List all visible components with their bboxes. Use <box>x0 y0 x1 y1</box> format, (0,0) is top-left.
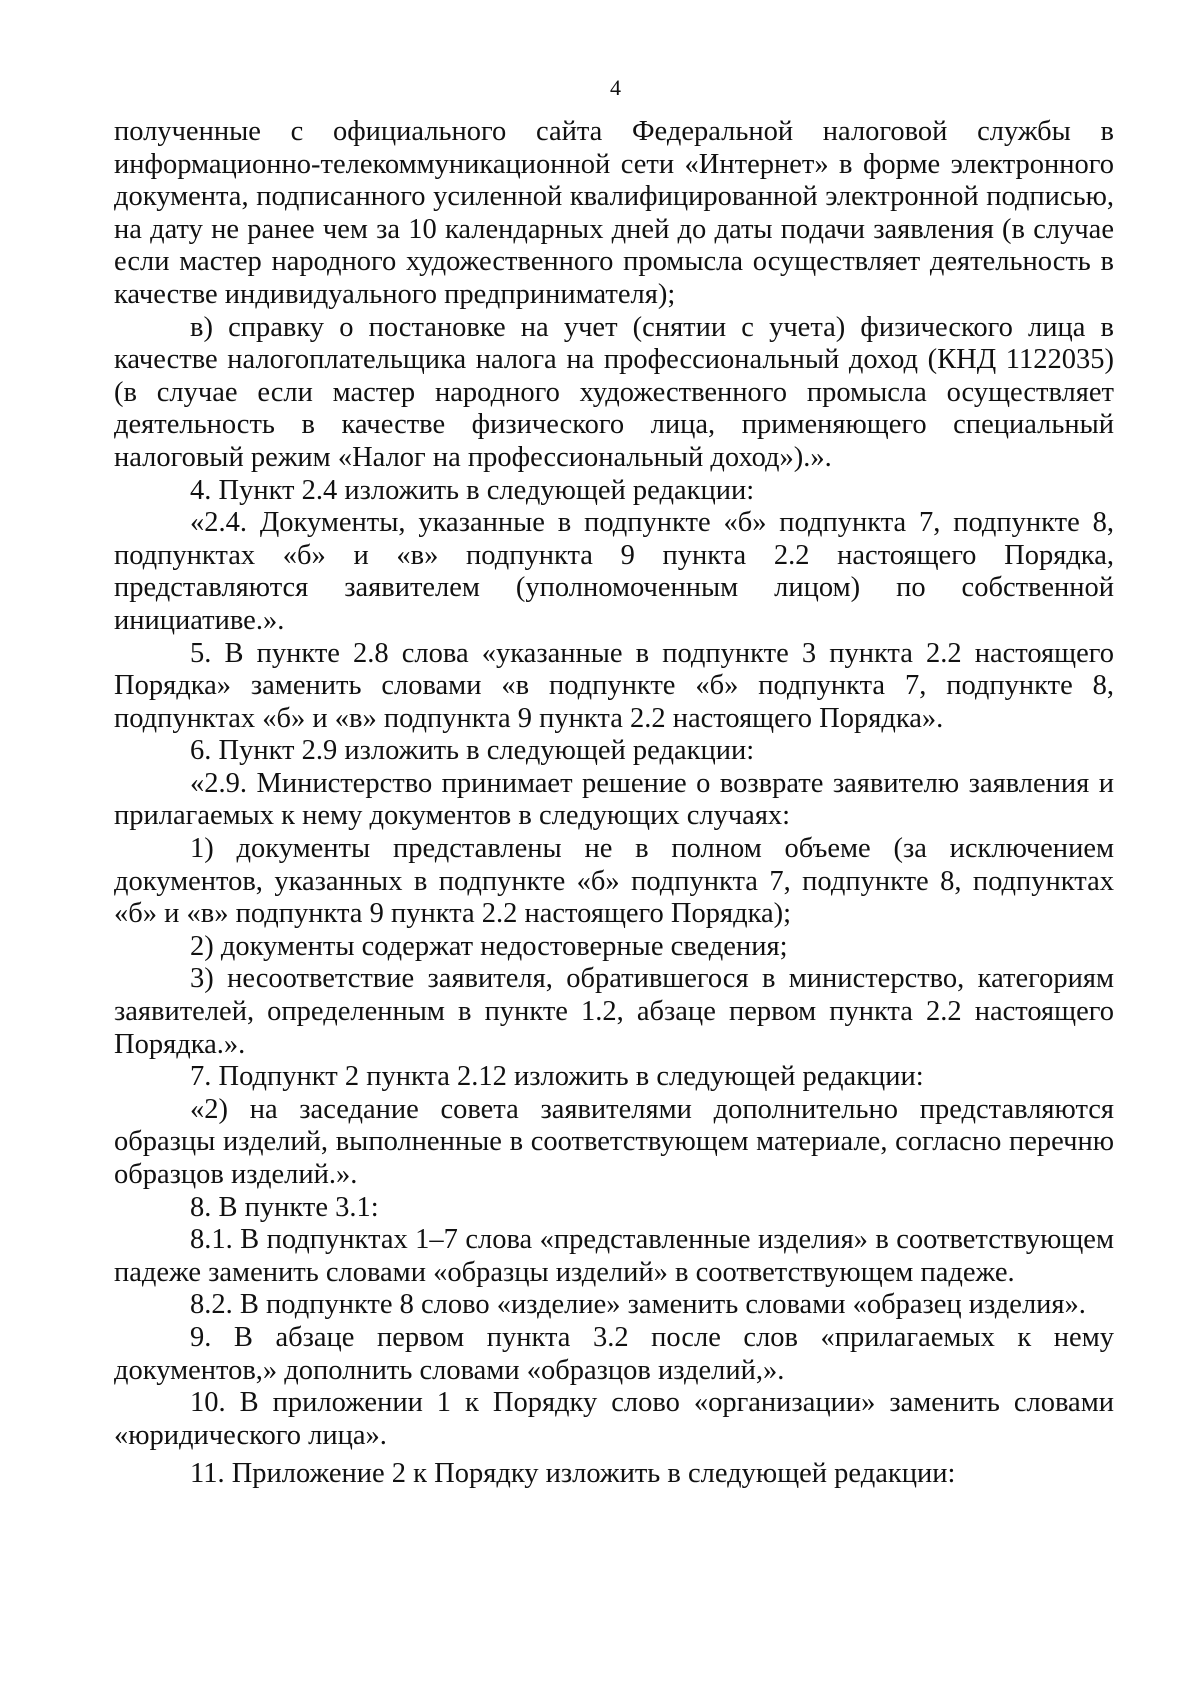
paragraph-2: в) справку о постановке на учет (снятии с учета) физического лица в качестве налогоплательщика налога на профессиональный доход (КНД 1122035) (в случае если мастер народного художественного промысла осуществляет деятельность в качестве физического лица, применяющего специальный налоговый режим «Налог на профессиональный доход»).». <box>114 311 1114 473</box>
paragraph-13: 8. В пункте 3.1: <box>190 1191 379 1223</box>
document-body <box>114 116 1114 1491</box>
paragraph-5: 5. В пункте 2.8 слова «указанные в подпункте 3 пункта 2.2 настоящего Порядка» заменить словами «в подпункте «б» подпункта 7, подпункте 8, подпунктах «б» и «в» подпункта 9 пункта 2.2 настоящего Порядка». <box>114 637 1114 734</box>
paragraph-18: 11. Приложение 2 к Порядку изложить в следующей редакции: <box>190 1458 956 1490</box>
paragraph-1: полученные с официального сайта Федеральной налоговой службы в информационно-телекоммуникационной сети «Интернет» в форме электронного документа, подписанного усиленной квалифицированной электронной подписью, на дату не ранее чем за 10 календарных дней до даты подачи заявления (в случае если мастер народного художественного промысла осуществляет деятельность в качестве индивидуального предпринимателя); <box>114 116 1114 310</box>
paragraph-6: 6. Пункт 2.9 изложить в следующей редакции: <box>190 735 755 767</box>
paragraph-11: 7. Подпункт 2 пункта 2.12 изложить в следующей редакции: <box>190 1061 924 1093</box>
paragraph-10: 3) несоответствие заявителя, обратившегося в министерство, категориям заявителей, определенным в пункте 1.2, абзаце первом пункта 2.2 настоящего Порядка.». <box>114 963 1114 1060</box>
paragraph-3: 4. Пункт 2.4 изложить в следующей редакции: <box>190 474 755 506</box>
paragraph-7: «2.9. Министерство принимает решение о возврате заявителю заявления и прилагаемых к нему документов в следующих случаях: <box>114 767 1114 832</box>
paragraph-16: 9. В абзаце первом пункта 3.2 после слов «прилагаемых к нему документов,» дополнить словами «образцов изделий,». <box>114 1321 1114 1386</box>
paragraph-15: 8.2. В подпункте 8 слово «изделие» заменить словами «образец изделия». <box>190 1289 1086 1321</box>
paragraph-4: «2.4. Документы, указанные в подпункте «б» подпункта 7, подпункте 8, подпунктах «б» и «в» подпункта 9 пункта 2.2 настоящего Порядка, представляются заявителем (уполномоченным лицом) по собственной инициативе.». <box>114 507 1114 636</box>
paragraph-12: «2) на заседание совета заявителями дополнительно представляются образцы изделий, выполненные в соответствующем материале, согласно перечню образцов изделий.». <box>114 1093 1114 1190</box>
paragraph-14: 8.1. В подпунктах 1–7 слова «представленные изделия» в соответствующем падеже заменить словами «образцы изделий» в соответствующем падеже. <box>114 1224 1114 1288</box>
page-number: 4 <box>610 75 621 100</box>
paragraph-9: 2) документы содержат недостоверные сведения; <box>190 930 788 962</box>
paragraph-17: 10. В приложении 1 к Порядку слово «организации» заменить словами «юридического лица». <box>114 1387 1114 1451</box>
paragraph-8: 1) документы представлены не в полном объеме (за исключением документов, указанных в подпункте «б» подпункта 7, подпункте 8, подпунктах «б» и «в» подпункта 9 пункта 2.2 настоящего Порядка); <box>114 833 1114 930</box>
